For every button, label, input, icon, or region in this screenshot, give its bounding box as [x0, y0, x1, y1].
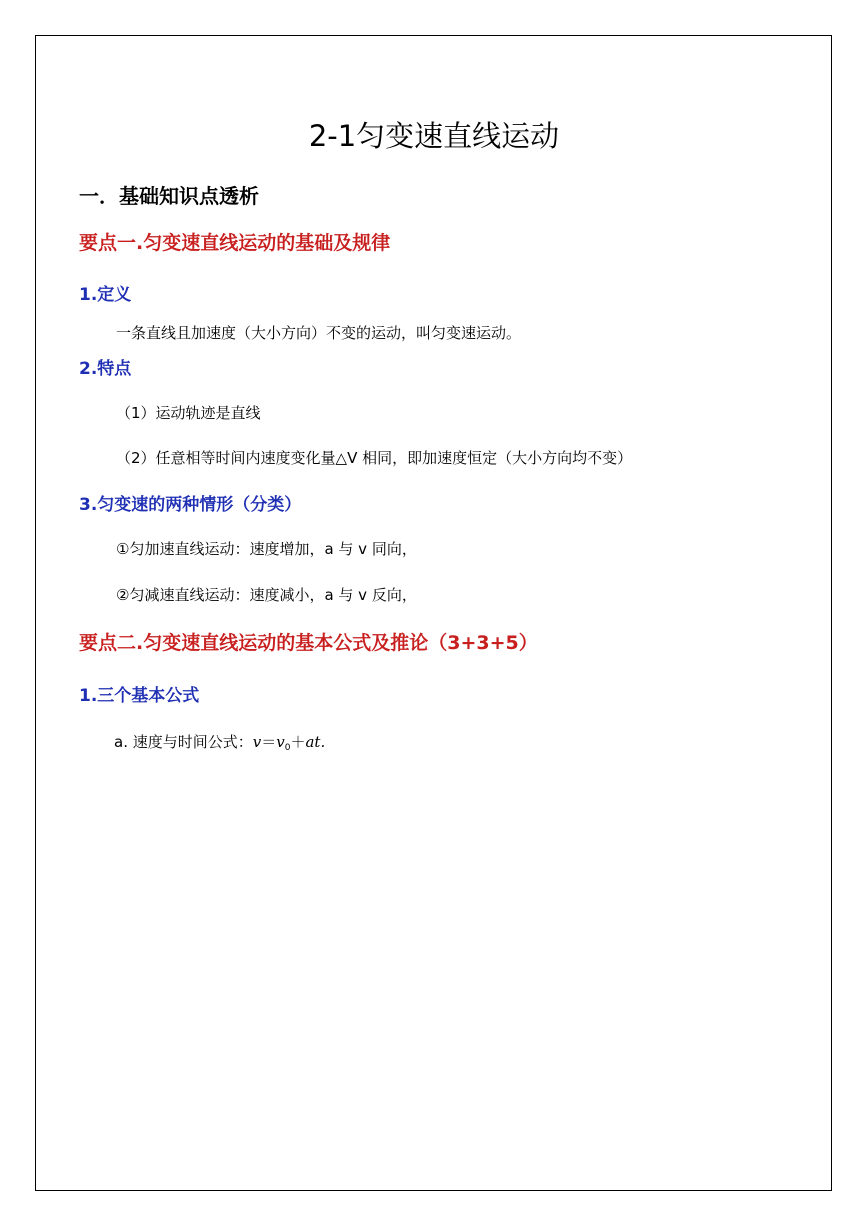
feature-item-1: （1）运动轨迹是直线 — [116, 404, 261, 422]
cases-heading: 3.匀变速的两种情形（分类） — [79, 495, 302, 515]
formula-equals: ＝ — [261, 733, 277, 751]
definition-heading: 1.定义 — [79, 285, 132, 305]
formula-v: v — [252, 733, 262, 751]
feature-item-2: （2）任意相等时间内速度变化量△V 相同，即加速度恒定（大小方向均不变） — [116, 449, 633, 467]
keypoint-2-heading: 要点二.匀变速直线运动的基本公式及推论（3+3+5） — [79, 632, 538, 654]
definition-text: 一条直线且加速度（大小方向）不变的运动，叫匀变速运动。 — [116, 324, 522, 342]
case-item-1: ①匀加速直线运动：速度增加，a 与 v 同向， — [116, 540, 417, 558]
formula-at: at — [305, 733, 321, 751]
formula-label: a. 速度与时间公式： — [114, 733, 253, 751]
formula-velocity-time — [114, 731, 325, 759]
formula-v0: v — [276, 733, 285, 751]
page-title: 2-1匀变速直线运动 — [308, 119, 560, 153]
section-heading-basics: 一．基础知识点透析 — [79, 184, 259, 208]
formula-plus: ＋ — [290, 733, 306, 751]
formula-v0-subscript: 0 — [284, 743, 291, 753]
formulas-heading: 1.三个基本公式 — [79, 686, 200, 706]
formula-period: . — [320, 733, 326, 751]
features-heading: 2.特点 — [79, 359, 132, 379]
keypoint-1-heading: 要点一.匀变速直线运动的基础及规律 — [79, 232, 391, 254]
case-item-2: ②匀减速直线运动：速度减小，a 与 v 反向， — [116, 586, 417, 604]
